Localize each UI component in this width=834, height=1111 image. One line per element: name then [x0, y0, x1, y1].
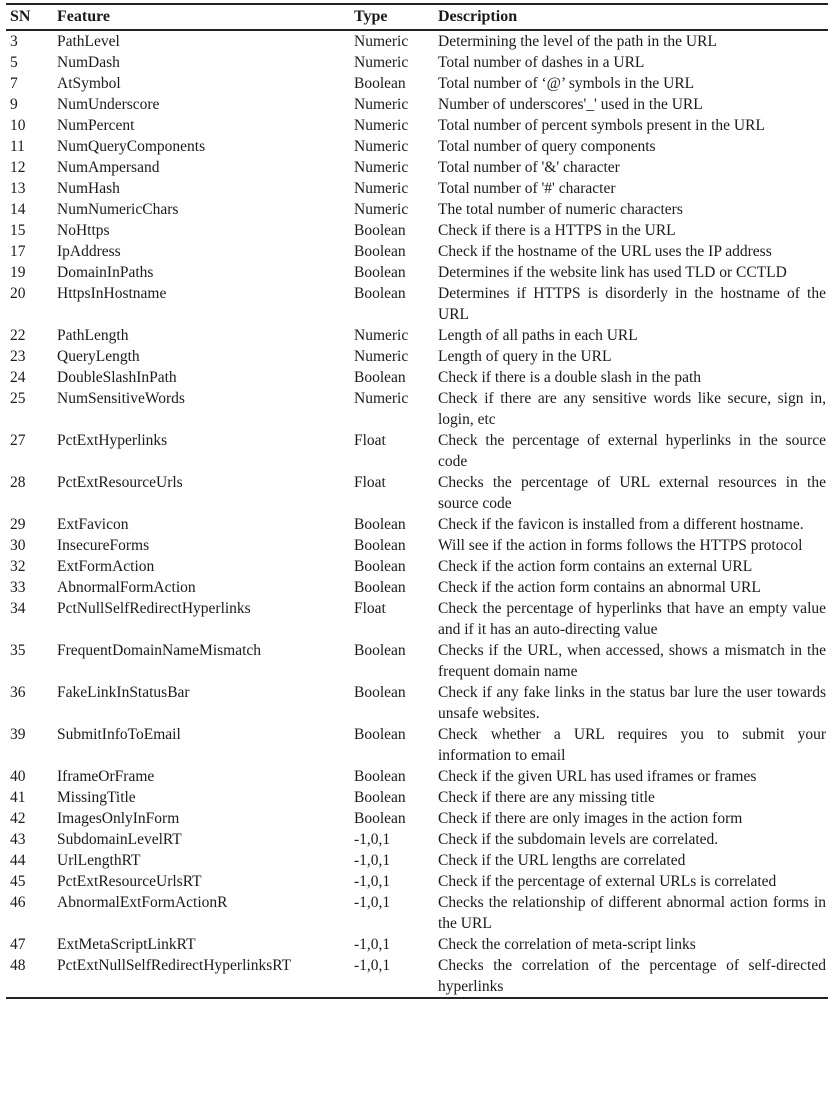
cell-description: The total number of numeric characters: [438, 201, 683, 218]
table-header: [6, 4, 828, 30]
cell-description: Will see if the action in forms follows the HTTPS protocol: [438, 537, 803, 554]
cell-sn: 41: [10, 789, 26, 806]
cell-feature: ExtFavicon: [57, 516, 129, 533]
cell-feature: IpAddress: [57, 243, 121, 260]
cell-description: Total number of percent symbols present in the URL: [438, 117, 765, 134]
cell-type: Boolean: [354, 285, 406, 302]
header-row: [6, 4, 828, 30]
table-row: [6, 766, 828, 787]
cell-type: Boolean: [354, 243, 406, 260]
cell-description: Checks if the URL, when accessed, shows a mismatch in the frequent domain name: [438, 642, 826, 680]
cell-type: Boolean: [354, 537, 406, 554]
cell-feature: FakeLinkInStatusBar: [57, 684, 190, 701]
cell-feature: NumSensitiveWords: [57, 390, 185, 407]
cell-feature: PathLength: [57, 327, 129, 344]
cell-feature: SubmitInfoToEmail: [57, 726, 181, 743]
cell-description: Check if there are any missing title: [438, 789, 655, 806]
cell-type: Numeric: [354, 348, 409, 365]
header-feature: Feature: [57, 8, 111, 25]
cell-feature: SubdomainLevelRT: [57, 831, 182, 848]
cell-type: Boolean: [354, 75, 406, 92]
cell-description: Check if the subdomain levels are correlated.: [438, 831, 719, 848]
cell-feature: PctExtHyperlinks: [57, 432, 168, 449]
cell-type: Numeric: [354, 117, 409, 134]
cell-type: Boolean: [354, 579, 406, 596]
cell-feature: NoHttps: [57, 222, 110, 239]
cell-type: Numeric: [354, 390, 409, 407]
cell-description: Check the correlation of meta-script links: [438, 936, 696, 953]
cell-type: Boolean: [354, 768, 406, 785]
feature-table: [6, 3, 828, 999]
cell-feature: NumNumericChars: [57, 201, 179, 218]
table-row: [6, 388, 828, 430]
cell-feature: FrequentDomainNameMismatch: [57, 642, 262, 659]
cell-feature: PctNullSelfRedirectHyperlinks: [57, 600, 251, 617]
cell-description: Total number of query components: [438, 138, 656, 155]
cell-sn: 19: [10, 264, 26, 281]
table-row: [6, 787, 828, 808]
cell-description: Check if there is a HTTPS in the URL: [438, 222, 676, 239]
cell-sn: 12: [10, 159, 26, 176]
cell-feature: ExtFormAction: [57, 558, 155, 575]
cell-type: Float: [354, 432, 386, 449]
cell-description: Check if there is a double slash in the path: [438, 369, 702, 386]
header-description: Description: [438, 8, 518, 25]
cell-type: Numeric: [354, 201, 409, 218]
cell-type: Boolean: [354, 810, 406, 827]
table-row: [6, 682, 828, 724]
table-row: [6, 556, 828, 577]
cell-sn: 3: [10, 33, 18, 50]
cell-description: Check if the hostname of the URL uses the IP address: [438, 243, 772, 260]
cell-type: Numeric: [354, 54, 409, 71]
cell-type: Boolean: [354, 264, 406, 281]
cell-description: Total number of '#' character: [438, 180, 616, 197]
cell-feature: ExtMetaScriptLinkRT: [57, 936, 196, 953]
cell-description: Length of all paths in each URL: [438, 327, 638, 344]
cell-description: Total number of '&' character: [438, 159, 620, 176]
cell-sn: 5: [10, 54, 18, 71]
table-row: [6, 73, 828, 94]
cell-type: Float: [354, 474, 386, 491]
cell-sn: 14: [10, 201, 26, 218]
cell-type: Numeric: [354, 33, 409, 50]
cell-sn: 40: [10, 768, 26, 785]
table-row: [6, 157, 828, 178]
cell-sn: 13: [10, 180, 26, 197]
cell-sn: 36: [10, 684, 26, 701]
cell-feature: QueryLength: [57, 348, 140, 365]
table-row: [6, 430, 828, 472]
cell-feature: NumDash: [57, 54, 120, 71]
cell-sn: 48: [10, 957, 26, 974]
cell-type: Boolean: [354, 789, 406, 806]
cell-description: Check if the URL lengths are correlated: [438, 852, 686, 869]
table-row: [6, 934, 828, 955]
cell-description: Length of query in the URL: [438, 348, 612, 365]
cell-sn: 47: [10, 936, 26, 953]
cell-description: Check if the percentage of external URLs is correlated: [438, 873, 777, 890]
cell-sn: 39: [10, 726, 26, 743]
table-row: [6, 325, 828, 346]
cell-type: Boolean: [354, 558, 406, 575]
table-row: [6, 640, 828, 682]
cell-type: -1,0,1: [354, 852, 391, 869]
cell-feature: PctExtResourceUrls: [57, 474, 183, 491]
cell-description: Determines if the website link has used TLD or CCTLD: [438, 264, 787, 281]
cell-description: Checks the correlation of the percentage of self-directed hyperlinks: [438, 957, 826, 995]
table-row: [6, 241, 828, 262]
cell-description: Check if any fake links in the status bar lure the user towards unsafe websites.: [438, 684, 826, 722]
cell-feature: NumPercent: [57, 117, 135, 134]
table-row: [6, 514, 828, 535]
table-row: [6, 535, 828, 556]
table-row: [6, 30, 828, 52]
table-row: [6, 52, 828, 73]
cell-sn: 42: [10, 810, 26, 827]
cell-sn: 20: [10, 285, 26, 302]
cell-description: Check whether a URL requires you to submit your information to email: [438, 726, 826, 764]
cell-type: Boolean: [354, 369, 406, 386]
cell-description: Determines if HTTPS is disorderly in the hostname of the URL: [438, 285, 826, 323]
cell-feature: UrlLengthRT: [57, 852, 141, 869]
cell-sn: 35: [10, 642, 26, 659]
cell-type: Float: [354, 600, 386, 617]
cell-type: Boolean: [354, 642, 406, 659]
cell-feature: IframeOrFrame: [57, 768, 155, 785]
cell-feature: ImagesOnlyInForm: [57, 810, 180, 827]
cell-type: Boolean: [354, 222, 406, 239]
cell-feature: MissingTitle: [57, 789, 136, 806]
cell-feature: NumHash: [57, 180, 120, 197]
table-row: [6, 724, 828, 766]
cell-sn: 27: [10, 432, 26, 449]
table-row: [6, 283, 828, 325]
cell-feature: DoubleSlashInPath: [57, 369, 177, 386]
cell-description: Checks the relationship of different abnormal action forms in the URL: [438, 894, 826, 932]
cell-description: Number of underscores'_' used in the URL: [438, 96, 703, 113]
table-row: [6, 367, 828, 388]
cell-type: -1,0,1: [354, 936, 391, 953]
table-row: [6, 136, 828, 157]
table-row: [6, 577, 828, 598]
table-row: [6, 955, 828, 998]
table-row: [6, 472, 828, 514]
cell-feature: AbnormalFormAction: [57, 579, 196, 596]
cell-type: Boolean: [354, 726, 406, 743]
cell-sn: 33: [10, 579, 26, 596]
cell-sn: 44: [10, 852, 26, 869]
cell-feature: NumUnderscore: [57, 96, 160, 113]
cell-type: Numeric: [354, 180, 409, 197]
table-row: [6, 346, 828, 367]
cell-description: Total number of ‘@’ symbols in the URL: [438, 75, 695, 92]
cell-description: Total number of dashes in a URL: [438, 54, 645, 71]
cell-type: Numeric: [354, 159, 409, 176]
table-row: [6, 808, 828, 829]
cell-type: -1,0,1: [354, 957, 391, 974]
header-type: Type: [354, 8, 388, 25]
table-row: [6, 892, 828, 934]
cell-description: Check if there are only images in the action form: [438, 810, 743, 827]
cell-sn: 22: [10, 327, 26, 344]
cell-sn: 28: [10, 474, 26, 491]
cell-sn: 29: [10, 516, 26, 533]
cell-description: Check if there are any sensitive words like secure, sign in, login, etc: [438, 390, 826, 428]
cell-description: Check the percentage of hyperlinks that have an empty value and if it has an auto-directing value: [438, 600, 826, 638]
cell-sn: 25: [10, 390, 26, 407]
table-row: [6, 262, 828, 283]
cell-feature: NumQueryComponents: [57, 138, 206, 155]
cell-feature: DomainInPaths: [57, 264, 154, 281]
table-row: [6, 178, 828, 199]
cell-type: -1,0,1: [354, 831, 391, 848]
cell-sn: 11: [10, 138, 25, 155]
cell-sn: 45: [10, 873, 26, 890]
cell-sn: 10: [10, 117, 26, 134]
cell-sn: 9: [10, 96, 18, 113]
table-body: [6, 30, 828, 998]
cell-description: Check the percentage of external hyperlinks in the source code: [438, 432, 826, 470]
cell-feature: AtSymbol: [57, 75, 121, 92]
cell-feature: NumAmpersand: [57, 159, 160, 176]
table-row: [6, 220, 828, 241]
cell-sn: 24: [10, 369, 26, 386]
cell-sn: 30: [10, 537, 26, 554]
cell-type: Boolean: [354, 516, 406, 533]
cell-feature: PctExtNullSelfRedirectHyperlinksRT: [57, 957, 292, 974]
table-row: [6, 871, 828, 892]
table-row: [6, 94, 828, 115]
cell-sn: 17: [10, 243, 26, 260]
table-row: [6, 115, 828, 136]
cell-sn: 43: [10, 831, 26, 848]
cell-feature: HttpsInHostname: [57, 285, 167, 302]
cell-feature: PathLevel: [57, 33, 120, 50]
cell-description: Checks the percentage of URL external resources in the source code: [438, 474, 826, 512]
cell-description: Check if the action form contains an abnormal URL: [438, 579, 761, 596]
cell-description: Determining the level of the path in the URL: [438, 33, 717, 50]
cell-sn: 7: [10, 75, 18, 92]
cell-description: Check if the given URL has used iframes or frames: [438, 768, 757, 785]
cell-sn: 23: [10, 348, 26, 365]
table-row: [6, 829, 828, 850]
cell-description: Check if the action form contains an external URL: [438, 558, 753, 575]
table-row: [6, 199, 828, 220]
header-sn: SN: [10, 8, 31, 25]
cell-feature: AbnormalExtFormActionR: [57, 894, 228, 911]
cell-sn: 34: [10, 600, 26, 617]
cell-sn: 32: [10, 558, 26, 575]
cell-type: Boolean: [354, 684, 406, 701]
cell-sn: 46: [10, 894, 26, 911]
cell-description: Check if the favicon is installed from a different hostname.: [438, 516, 804, 533]
cell-type: -1,0,1: [354, 873, 391, 890]
cell-feature: PctExtResourceUrlsRT: [57, 873, 202, 890]
cell-type: Numeric: [354, 327, 409, 344]
cell-sn: 15: [10, 222, 26, 239]
cell-feature: InsecureForms: [57, 537, 150, 554]
table-row: [6, 598, 828, 640]
cell-type: Numeric: [354, 96, 409, 113]
cell-type: -1,0,1: [354, 894, 391, 911]
cell-type: Numeric: [354, 138, 409, 155]
table-row: [6, 850, 828, 871]
